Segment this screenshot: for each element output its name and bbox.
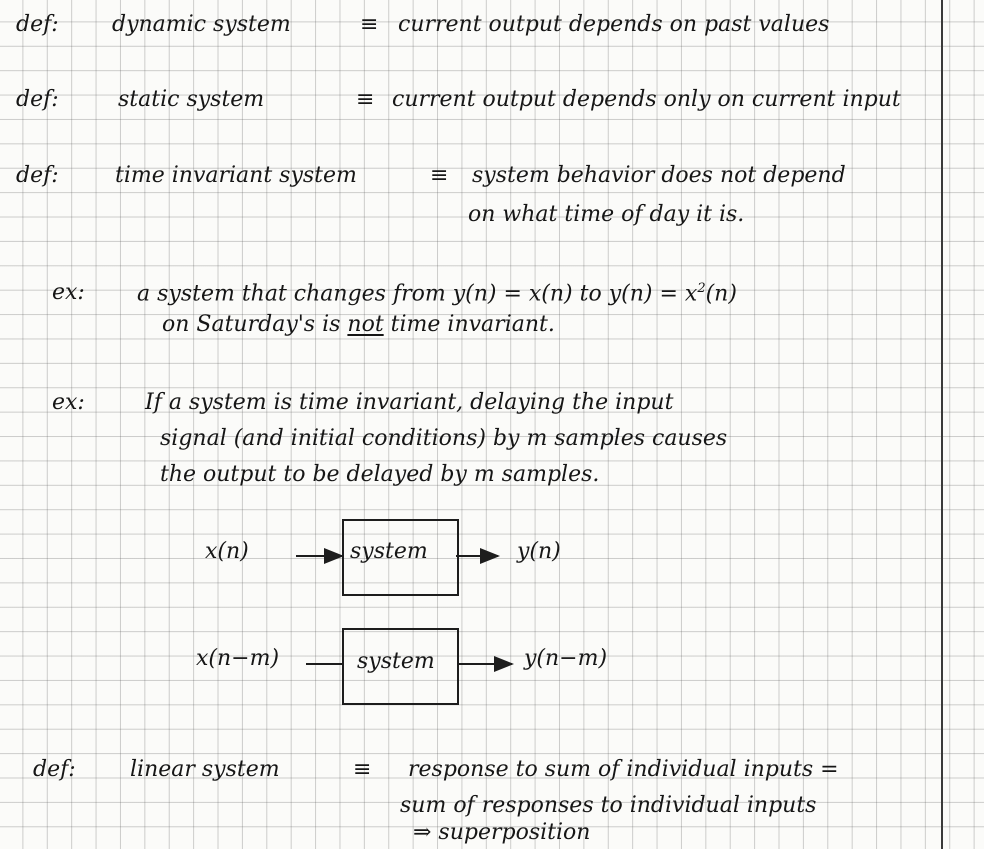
definition-dynamic-system: current output depends on past values [398,12,830,37]
example-1-line2-start: on Saturday's is [162,312,341,337]
term-time-invariant-system: time invariant system [115,163,357,188]
example-1-emphasis: not [347,312,384,337]
example-2-line3: the output to be delayed by m samples. [160,462,600,487]
example-2-line2: signal (and initial conditions) by m samples causes [160,426,728,451]
bottom-system-label: system [357,649,435,674]
definition-linear-line1: response to sum of individual inputs = [408,757,839,782]
top-system-label: system [350,539,428,564]
example-label-1: ex: [52,280,85,305]
def-label-static: def: [16,87,59,112]
bottom-input-signal: x(n−m) [196,646,280,671]
definition-linear-line2: sum of responses to individual inputs [400,793,817,818]
top-input-signal: x(n) [205,539,249,564]
example-1-exponent: 2 [697,281,706,296]
term-dynamic-system: dynamic system [112,12,291,37]
def-label-dynamic: def: [16,12,59,37]
equiv-symbol-3: ≡ [430,163,449,188]
equiv-symbol-1: ≡ [360,12,379,37]
top-system-box [342,519,459,596]
definition-linear-line3: ⇒ superposition [413,820,591,845]
example-1-line2-end: time invariant. [390,312,555,337]
example-label-2: ex: [52,390,85,415]
example-1-line1-tail: (n) [705,281,737,307]
example-2-line1: If a system is time invariant, delaying the input [145,390,674,415]
bottom-system-box [342,628,459,705]
definition-time-invariant-line2: on what time of day it is. [468,202,745,227]
example-1-line1-text: a system that changes from y(n) = x(n) to y(n) = x [137,281,698,307]
term-linear-system: linear system [130,757,280,782]
equiv-symbol-2: ≡ [356,87,375,112]
term-static-system: static system [118,87,265,112]
top-output-signal: y(n) [517,539,561,564]
equiv-symbol-4: ≡ [353,757,372,782]
definition-time-invariant-line1: system behavior does not depend [472,163,846,188]
bottom-output-signal: y(n−m) [524,646,608,671]
definition-static-system: current output depends only on current input [392,87,901,112]
def-label-time-invariant: def: [16,163,59,188]
def-label-linear: def: [33,757,76,782]
